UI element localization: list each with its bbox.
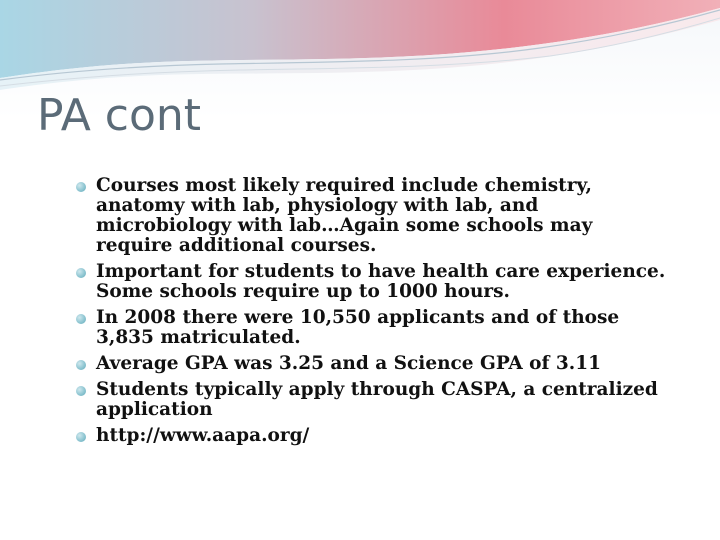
- bullet-text: Important for students to have health care experience. Some schools require up to 1000 hours.: [96, 261, 666, 302]
- bullet-item-gpa: [76, 354, 666, 374]
- bullet-text: In 2008 there were 10,550 applicants and of those 3,835 matriculated.: [96, 307, 620, 348]
- bullet-dot-icon: [76, 432, 86, 442]
- bullet-item-caspa: [76, 380, 666, 420]
- decorative-header-wave: [0, 0, 720, 95]
- bullet-dot-icon: [76, 386, 86, 396]
- bullet-item-applicants: [76, 308, 666, 348]
- bullet-dot-icon: [76, 182, 86, 192]
- slide-title: PA cont: [37, 90, 202, 141]
- bullet-item-courses: [76, 176, 666, 256]
- bullet-text: Courses most likely required include chemistry, anatomy with lab, physiology with lab, and microbiology with lab…Again some schools may require additional courses.: [96, 175, 593, 256]
- bullet-item-experience: [76, 262, 666, 302]
- bullet-dot-icon: [76, 360, 86, 370]
- bullet-text: Students typically apply through CASPA, a centralized application: [96, 379, 658, 420]
- bullet-dot-icon: [76, 268, 86, 278]
- bullet-item-link: [76, 426, 666, 446]
- bullet-list: [76, 176, 666, 452]
- bullet-dot-icon: [76, 314, 86, 324]
- bullet-text: Average GPA was 3.25 and a Science GPA of 3.11: [96, 353, 601, 374]
- aapa-link[interactable]: http://www.aapa.org/: [96, 425, 310, 446]
